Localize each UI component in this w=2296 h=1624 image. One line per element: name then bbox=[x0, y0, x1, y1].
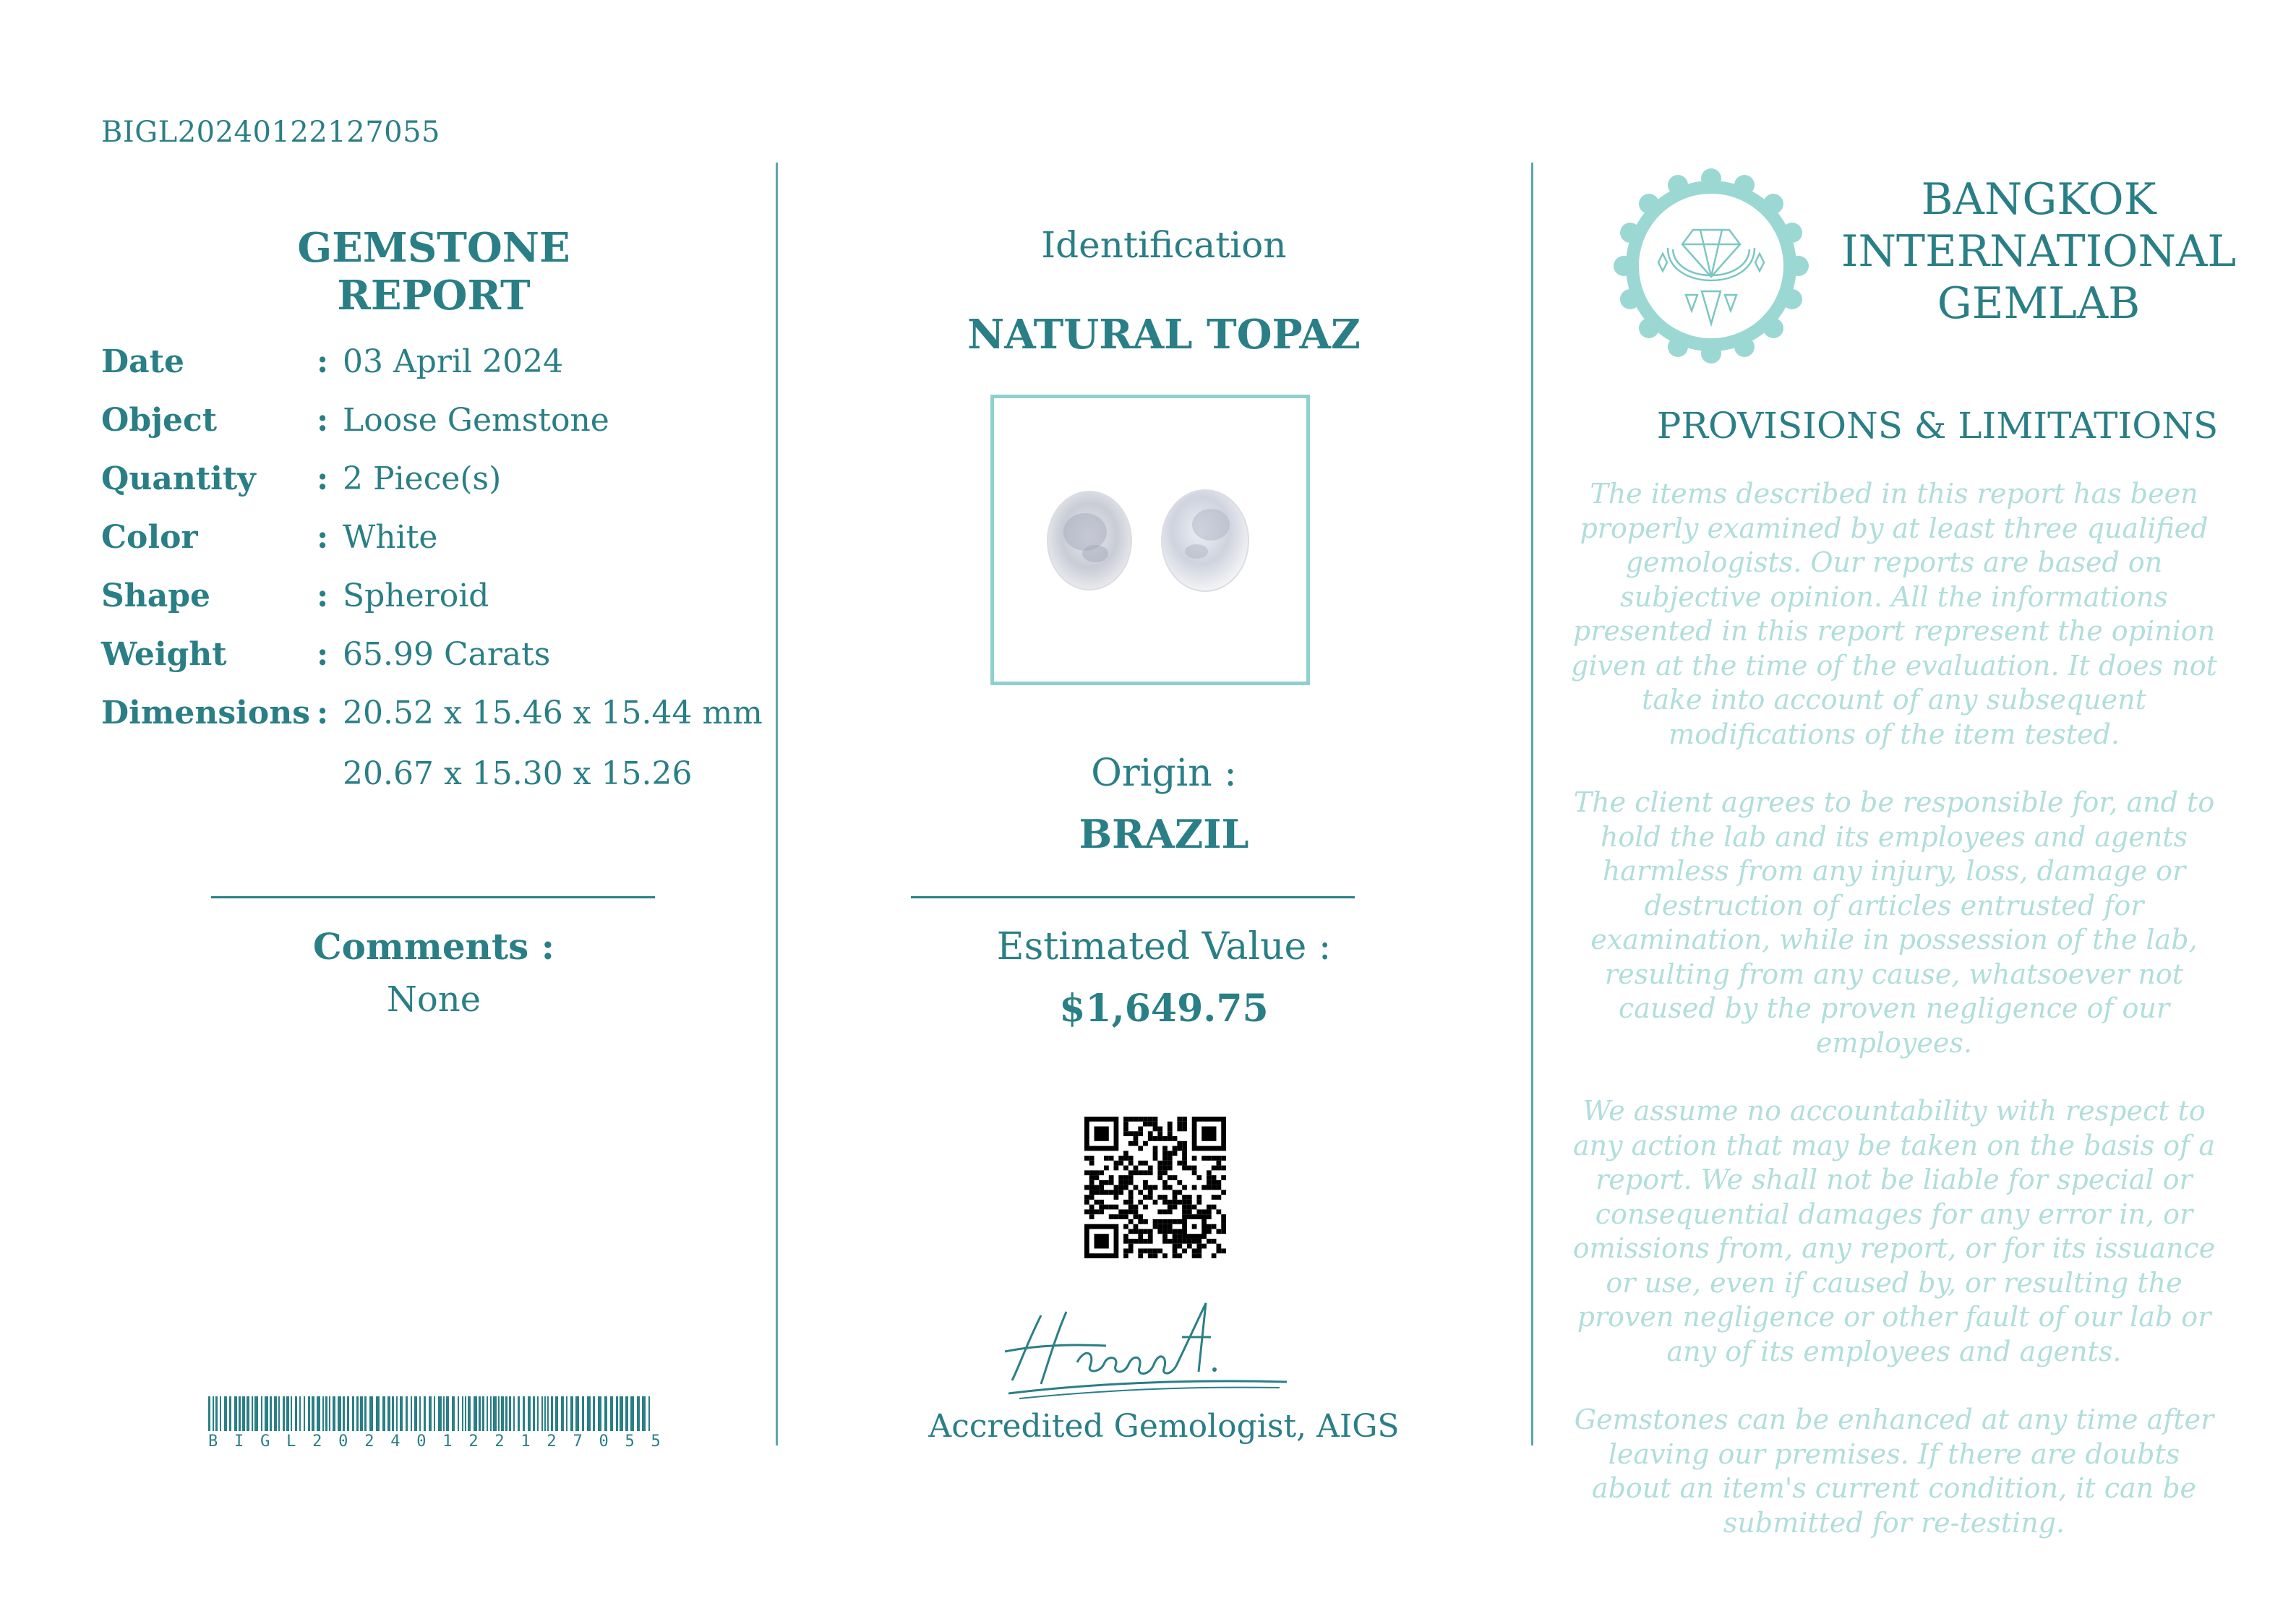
estimated-value-label: Estimated Value : bbox=[996, 925, 1332, 968]
barcode-bar bbox=[544, 1396, 546, 1431]
middle-divider-line bbox=[911, 896, 1355, 898]
barcode-bar bbox=[465, 1396, 466, 1431]
barcode-bar bbox=[458, 1396, 459, 1431]
barcode-bar bbox=[291, 1396, 292, 1431]
barcode-bar bbox=[637, 1396, 640, 1431]
barcode-bar bbox=[575, 1396, 579, 1431]
gemstone-photo bbox=[990, 395, 1310, 685]
gemologist-signature bbox=[998, 1294, 1301, 1402]
barcode-bar bbox=[278, 1396, 280, 1431]
barcode-bar bbox=[343, 1396, 345, 1431]
barcode-bar bbox=[352, 1396, 354, 1431]
barcode-bar bbox=[547, 1396, 549, 1431]
barcode-char: L bbox=[286, 1432, 296, 1451]
field-value: White bbox=[343, 519, 438, 556]
barcode-bar bbox=[566, 1396, 567, 1431]
field-value: 20.52 x 15.46 x 15.44 mm bbox=[343, 695, 763, 731]
estimated-value-amount: $1,649.75 bbox=[1059, 987, 1269, 1031]
barcode-bar bbox=[587, 1396, 591, 1431]
column-divider-left bbox=[776, 163, 778, 1445]
barcode-bar bbox=[274, 1396, 277, 1431]
barcode bbox=[208, 1396, 661, 1431]
barcode-bar bbox=[220, 1396, 221, 1431]
barcode-bar bbox=[396, 1396, 398, 1431]
barcode-bar bbox=[429, 1396, 432, 1431]
provisions-paragraph: The items described in this report has been properly examined by at least three qualified gemologists. Our reports are based on subjective opinion. All the informations presented in this report represent the opinion given at the time of the evaluation. It does not take into account of any subsequent modifications of the item tested. bbox=[1571, 478, 2217, 750]
lab-name: BANGKOK INTERNATIONAL GEMLAB bbox=[1841, 174, 2237, 329]
barcode-char: 0 bbox=[338, 1432, 348, 1451]
field-label: Quantity bbox=[101, 460, 256, 497]
barcode-bar bbox=[513, 1396, 515, 1431]
barcode-bar bbox=[338, 1396, 341, 1431]
identification-label: Identification bbox=[1041, 224, 1287, 266]
barcode-char: 7 bbox=[573, 1432, 583, 1451]
barcode-bar bbox=[364, 1396, 367, 1431]
barcode-bar bbox=[254, 1396, 258, 1431]
barcode-bar bbox=[208, 1396, 210, 1431]
barcode-bar bbox=[229, 1396, 231, 1431]
barcode-bar bbox=[333, 1396, 335, 1431]
provisions-paragraph: We assume no accountability with respect to any action that may be taken on the basis of a report. We shall not be liable for special or consequential damages for any error in, or omissions from, any report, or for its issuance or use, even if caused by, or resulting the proven negligence or other fault of our lab or any of its employees and agents. bbox=[1572, 1095, 2216, 1367]
barcode-bar bbox=[224, 1396, 227, 1431]
barcode-char: 1 bbox=[521, 1432, 531, 1451]
barcode-char: I bbox=[234, 1432, 244, 1451]
barcode-bar bbox=[648, 1396, 650, 1431]
field-separator: : bbox=[317, 519, 329, 556]
barcode-bar bbox=[382, 1396, 385, 1431]
barcode-bar bbox=[482, 1396, 484, 1431]
barcode-bar bbox=[295, 1396, 297, 1431]
barcode-bar bbox=[555, 1396, 558, 1431]
barcode-bar bbox=[604, 1396, 607, 1431]
barcode-bar bbox=[424, 1396, 426, 1431]
barcode-bar bbox=[620, 1396, 623, 1431]
barcode-bar bbox=[299, 1396, 301, 1431]
barcode-bar bbox=[215, 1396, 218, 1431]
origin-label: Origin : bbox=[1091, 752, 1237, 795]
barcode-bar bbox=[406, 1396, 408, 1431]
field-label: Date bbox=[101, 343, 184, 380]
barcode-char: 5 bbox=[651, 1432, 661, 1451]
barcode-bar bbox=[411, 1396, 412, 1431]
barcode-bar bbox=[625, 1396, 628, 1431]
barcode-bar bbox=[468, 1396, 471, 1431]
barcode-bar bbox=[283, 1396, 285, 1431]
field-separator: : bbox=[317, 636, 329, 673]
barcode-text bbox=[208, 1432, 661, 1451]
barcode-bar bbox=[630, 1396, 634, 1431]
field-value: 03 April 2024 bbox=[343, 343, 564, 380]
barcode-bar bbox=[392, 1396, 394, 1431]
barcode-bar bbox=[261, 1396, 262, 1431]
barcode-bar bbox=[312, 1396, 314, 1431]
lab-seal-logo bbox=[1614, 168, 1809, 364]
field-separator: : bbox=[317, 402, 329, 439]
comments-title: Comments : bbox=[312, 925, 555, 968]
barcode-bar bbox=[616, 1396, 618, 1431]
barcode-bar bbox=[642, 1396, 646, 1431]
barcode-bar bbox=[443, 1396, 445, 1431]
field-separator: : bbox=[317, 343, 329, 380]
provisions-body bbox=[1569, 477, 2219, 1574]
field-label: Shape bbox=[101, 577, 211, 614]
field-value: Spheroid bbox=[343, 577, 489, 614]
barcode-bar bbox=[322, 1396, 324, 1431]
barcode-bar bbox=[252, 1396, 253, 1431]
barcode-bar bbox=[487, 1396, 488, 1431]
barcode-bar bbox=[598, 1396, 601, 1431]
barcode-char: 2 bbox=[312, 1432, 322, 1451]
report-title: GEMSTONE REPORT bbox=[297, 224, 570, 319]
barcode-bar bbox=[414, 1396, 417, 1431]
barcode-bar bbox=[541, 1396, 543, 1431]
barcode-char: 0 bbox=[416, 1432, 427, 1451]
barcode-bar bbox=[528, 1396, 531, 1431]
barcode-bar bbox=[242, 1396, 245, 1431]
barcode-char: B bbox=[208, 1432, 218, 1451]
barcode-bar bbox=[610, 1396, 613, 1431]
barcode-char: 2 bbox=[468, 1432, 479, 1451]
barcode-bar bbox=[501, 1396, 504, 1431]
barcode-bar bbox=[286, 1396, 289, 1431]
report-number: BIGL20240122127055 bbox=[101, 116, 440, 149]
barcode-bar bbox=[493, 1396, 497, 1431]
barcode-bar bbox=[593, 1396, 595, 1431]
barcode-bar bbox=[582, 1396, 584, 1431]
barcode-bar bbox=[213, 1396, 214, 1431]
gemstone-image bbox=[994, 398, 1306, 682]
provisions-paragraph: Gemstones can be enhanced at any time after leaving our premises. If there are doubts about an item's current condition, it can be submitted for re-testing. bbox=[1574, 1404, 2214, 1539]
barcode-bar bbox=[561, 1396, 564, 1431]
barcode-bar bbox=[452, 1396, 455, 1431]
barcode-bar bbox=[479, 1396, 481, 1431]
barcode-bar bbox=[551, 1396, 553, 1431]
barcode-bar bbox=[376, 1396, 380, 1431]
origin-value: BRAZIL bbox=[1079, 811, 1249, 857]
barcode-bar bbox=[329, 1396, 330, 1431]
dimensions-second-value: 20.67 x 15.30 x 15.26 bbox=[343, 755, 693, 792]
barcode-bar bbox=[462, 1396, 463, 1431]
field-separator: : bbox=[317, 460, 329, 497]
barcode-bar bbox=[369, 1396, 373, 1431]
identification-value: NATURAL TOPAZ bbox=[967, 311, 1361, 358]
left-divider-line bbox=[211, 896, 655, 898]
field-value: Loose Gemstone bbox=[343, 402, 609, 439]
barcode-bar bbox=[537, 1396, 539, 1431]
barcode-bar bbox=[308, 1396, 310, 1431]
barcode-bar bbox=[419, 1396, 421, 1431]
comments-value: None bbox=[386, 979, 481, 1020]
barcode-char: 5 bbox=[625, 1432, 635, 1451]
barcode-bar bbox=[438, 1396, 442, 1431]
barcode-char: 0 bbox=[599, 1432, 609, 1451]
barcode-bar bbox=[505, 1396, 507, 1431]
barcode-char: 2 bbox=[547, 1432, 557, 1451]
barcode-bar bbox=[533, 1396, 535, 1431]
barcode-bar bbox=[234, 1396, 237, 1431]
barcode-bar bbox=[270, 1396, 272, 1431]
barcode-char: 2 bbox=[494, 1432, 505, 1451]
barcode-bar bbox=[400, 1396, 403, 1431]
provisions-paragraph: The client agrees to be responsible for, and to hold the lab and its employees and agents harmless from any injury, loss, damage or destruction of articles entrusted for examination, while in possession of the lab, resulting from any cause, whatsoever not caused by the proven negligence of our employees. bbox=[1573, 786, 2215, 1059]
barcode-char: 1 bbox=[442, 1432, 453, 1451]
barcode-bar bbox=[474, 1396, 477, 1431]
barcode-bar bbox=[518, 1396, 520, 1431]
barcode-bar bbox=[356, 1396, 359, 1431]
qr-code[interactable] bbox=[1084, 1117, 1226, 1258]
barcode-bar bbox=[523, 1396, 525, 1431]
barcode-bar bbox=[509, 1396, 511, 1431]
barcode-bar bbox=[239, 1396, 241, 1431]
barcode-bar bbox=[247, 1396, 249, 1431]
barcode-bar bbox=[360, 1396, 363, 1431]
barcode-char: 2 bbox=[364, 1432, 374, 1451]
barcode-bar bbox=[325, 1396, 327, 1431]
barcode-bar bbox=[304, 1396, 305, 1431]
barcode-bar bbox=[317, 1396, 320, 1431]
barcode-bar bbox=[490, 1396, 492, 1431]
barcode-bar bbox=[498, 1396, 500, 1431]
barcode-char: G bbox=[260, 1432, 270, 1451]
barcode-bar bbox=[347, 1396, 349, 1431]
barcode-char: 4 bbox=[390, 1432, 400, 1451]
field-separator: : bbox=[317, 695, 329, 731]
field-separator: : bbox=[317, 577, 329, 614]
field-value: 2 Piece(s) bbox=[343, 460, 502, 497]
barcode-bar bbox=[434, 1396, 435, 1431]
barcode-bar bbox=[570, 1396, 573, 1431]
field-label: Color bbox=[101, 519, 198, 556]
barcode-bar bbox=[446, 1396, 449, 1431]
field-label: Object bbox=[101, 402, 218, 439]
field-value: 65.99 Carats bbox=[343, 636, 551, 673]
provisions-title: PROVISIONS & LIMITATIONS bbox=[1656, 405, 2219, 447]
field-label: Weight bbox=[101, 636, 227, 673]
field-label: Dimensions bbox=[101, 695, 311, 731]
barcode-bar bbox=[387, 1396, 390, 1431]
signature-caption: Accredited Gemologist, AIGS bbox=[928, 1408, 1400, 1445]
column-divider-right bbox=[1531, 163, 1533, 1445]
barcode-bar bbox=[265, 1396, 268, 1431]
